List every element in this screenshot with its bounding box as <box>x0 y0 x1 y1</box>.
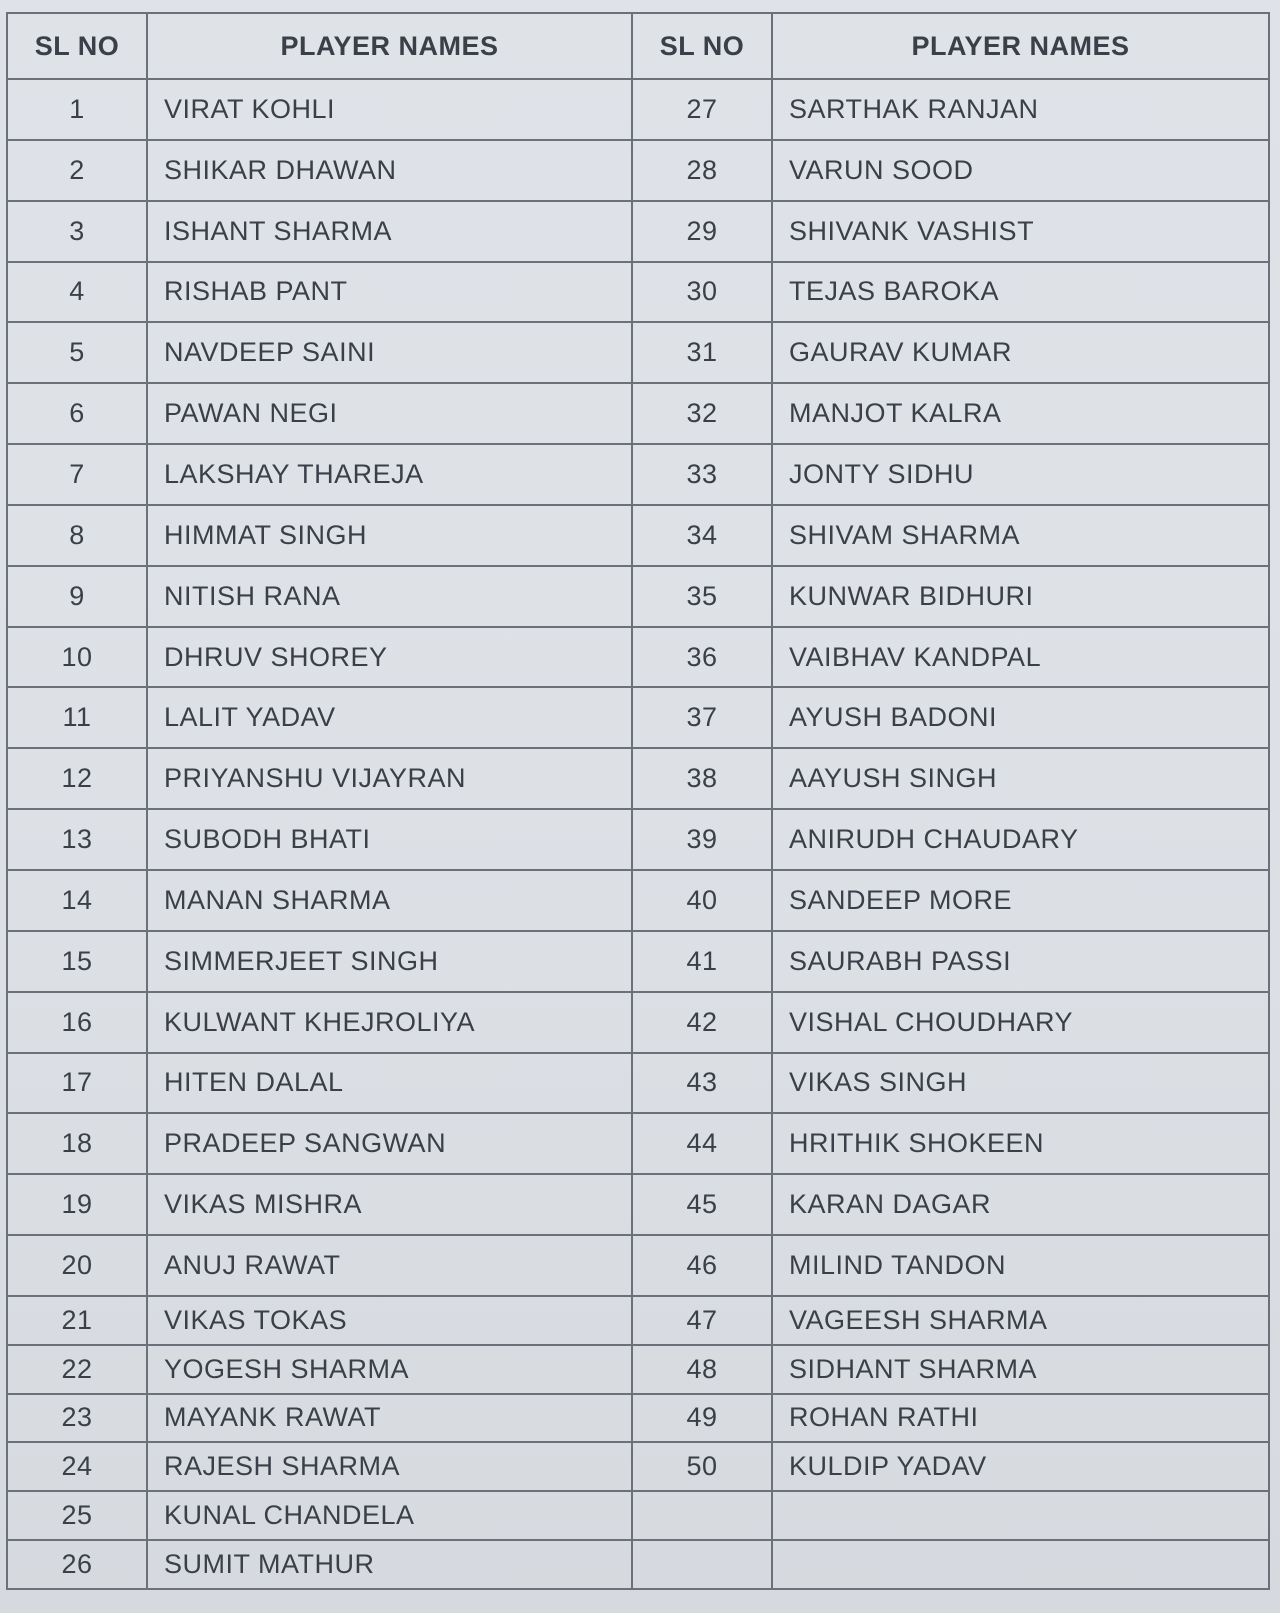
serial-number-cell: 40 <box>632 870 772 931</box>
player-name-cell: SANDEEP MORE <box>772 870 1269 931</box>
table-row <box>7 140 1269 201</box>
serial-number-cell: 3 <box>7 201 147 262</box>
serial-number-cell: 21 <box>7 1296 147 1345</box>
player-name-cell: AYUSH BADONI <box>772 687 1269 748</box>
player-name-cell: NAVDEEP SAINI <box>147 322 632 383</box>
player-roster-table <box>6 12 1270 1590</box>
serial-number-cell: 9 <box>7 566 147 627</box>
serial-number-cell: 49 <box>632 1394 772 1443</box>
player-name-cell: VISHAL CHOUDHARY <box>772 992 1269 1053</box>
serial-number-cell: 32 <box>632 383 772 444</box>
serial-number-cell: 5 <box>7 322 147 383</box>
player-name-cell <box>772 1491 1269 1540</box>
roster-body <box>7 79 1269 1589</box>
table-row <box>7 627 1269 688</box>
player-name-cell: VIKAS TOKAS <box>147 1296 632 1345</box>
sl-no-header: SL NO <box>7 13 147 79</box>
serial-number-cell <box>632 1491 772 1540</box>
serial-number-cell: 16 <box>7 992 147 1053</box>
player-name-cell: DHRUV SHOREY <box>147 627 632 688</box>
player-name-cell: VIKAS MISHRA <box>147 1174 632 1235</box>
serial-number-cell: 7 <box>7 444 147 505</box>
serial-number-cell: 19 <box>7 1174 147 1235</box>
table-row <box>7 870 1269 931</box>
player-name-cell: ANUJ RAWAT <box>147 1235 632 1296</box>
player-name-cell <box>772 1540 1269 1589</box>
player-name-cell: VAGEESH SHARMA <box>772 1296 1269 1345</box>
table-row <box>7 687 1269 748</box>
serial-number-cell: 36 <box>632 627 772 688</box>
serial-number-cell: 13 <box>7 809 147 870</box>
player-name-cell: MANAN SHARMA <box>147 870 632 931</box>
player-name-cell: LALIT YADAV <box>147 687 632 748</box>
table-row <box>7 383 1269 444</box>
player-name-cell: KULDIP YADAV <box>772 1442 1269 1491</box>
table-row <box>7 1345 1269 1394</box>
player-name-cell: MANJOT KALRA <box>772 383 1269 444</box>
serial-number-cell: 34 <box>632 505 772 566</box>
serial-number-cell: 2 <box>7 140 147 201</box>
serial-number-cell: 8 <box>7 505 147 566</box>
serial-number-cell: 37 <box>632 687 772 748</box>
player-name-cell: ROHAN RATHI <box>772 1394 1269 1443</box>
table-row <box>7 444 1269 505</box>
table-row <box>7 1296 1269 1345</box>
serial-number-cell: 15 <box>7 931 147 992</box>
table-row <box>7 992 1269 1053</box>
player-name-cell: PRIYANSHU VIJAYRAN <box>147 748 632 809</box>
serial-number-cell: 42 <box>632 992 772 1053</box>
serial-number-cell: 47 <box>632 1296 772 1345</box>
player-name-cell: MAYANK RAWAT <box>147 1394 632 1443</box>
table-row <box>7 931 1269 992</box>
serial-number-cell: 50 <box>632 1442 772 1491</box>
serial-number-cell: 23 <box>7 1394 147 1443</box>
serial-number-cell: 48 <box>632 1345 772 1394</box>
serial-number-cell: 24 <box>7 1442 147 1491</box>
serial-number-cell: 6 <box>7 383 147 444</box>
serial-number-cell: 4 <box>7 262 147 323</box>
table-row <box>7 201 1269 262</box>
player-name-cell: HRITHIK SHOKEEN <box>772 1113 1269 1174</box>
player-name-cell: MILIND TANDON <box>772 1235 1269 1296</box>
player-name-cell: GAURAV KUMAR <box>772 322 1269 383</box>
player-name-cell: VIKAS SINGH <box>772 1053 1269 1114</box>
serial-number-cell: 12 <box>7 748 147 809</box>
player-name-cell: ISHANT SHARMA <box>147 201 632 262</box>
player-name-cell: AAYUSH SINGH <box>772 748 1269 809</box>
table-row <box>7 262 1269 323</box>
player-name-cell: SUBODH BHATI <box>147 809 632 870</box>
table-row <box>7 79 1269 140</box>
serial-number-cell: 41 <box>632 931 772 992</box>
table-row <box>7 566 1269 627</box>
player-name-cell: VARUN SOOD <box>772 140 1269 201</box>
player-name-cell: NITISH RANA <box>147 566 632 627</box>
serial-number-cell: 17 <box>7 1053 147 1114</box>
player-name-cell: RISHAB PANT <box>147 262 632 323</box>
player-name-cell: SHIVANK VASHIST <box>772 201 1269 262</box>
serial-number-cell: 25 <box>7 1491 147 1540</box>
player-name-cell: PRADEEP SANGWAN <box>147 1113 632 1174</box>
player-name-cell: SIDHANT SHARMA <box>772 1345 1269 1394</box>
player-name-cell: PAWAN NEGI <box>147 383 632 444</box>
table-row <box>7 1442 1269 1491</box>
table-row <box>7 1053 1269 1114</box>
serial-number-cell: 29 <box>632 201 772 262</box>
serial-number-cell: 30 <box>632 262 772 323</box>
table-row <box>7 505 1269 566</box>
player-name-cell: KARAN DAGAR <box>772 1174 1269 1235</box>
player-name-cell: VAIBHAV KANDPAL <box>772 627 1269 688</box>
serial-number-cell: 26 <box>7 1540 147 1589</box>
player-name-cell: RAJESH SHARMA <box>147 1442 632 1491</box>
player-name-cell: JONTY SIDHU <box>772 444 1269 505</box>
player-names-header: PLAYER NAMES <box>772 13 1269 79</box>
player-name-cell: HITEN DALAL <box>147 1053 632 1114</box>
serial-number-cell: 38 <box>632 748 772 809</box>
table-row <box>7 322 1269 383</box>
table-row <box>7 1394 1269 1443</box>
serial-number-cell: 27 <box>632 79 772 140</box>
serial-number-cell: 44 <box>632 1113 772 1174</box>
table-row <box>7 1174 1269 1235</box>
serial-number-cell: 11 <box>7 687 147 748</box>
player-name-cell: TEJAS BAROKA <box>772 262 1269 323</box>
player-names-header: PLAYER NAMES <box>147 13 632 79</box>
table-row <box>7 809 1269 870</box>
serial-number-cell: 35 <box>632 566 772 627</box>
table-row <box>7 1235 1269 1296</box>
serial-number-cell: 1 <box>7 79 147 140</box>
serial-number-cell: 43 <box>632 1053 772 1114</box>
player-name-cell: LAKSHAY THAREJA <box>147 444 632 505</box>
serial-number-cell <box>632 1540 772 1589</box>
player-name-cell: KUNAL CHANDELA <box>147 1491 632 1540</box>
table-row <box>7 1491 1269 1540</box>
player-name-cell: SHIKAR DHAWAN <box>147 140 632 201</box>
serial-number-cell: 46 <box>632 1235 772 1296</box>
player-name-cell: SARTHAK RANJAN <box>772 79 1269 140</box>
player-name-cell: ANIRUDH CHAUDARY <box>772 809 1269 870</box>
serial-number-cell: 39 <box>632 809 772 870</box>
serial-number-cell: 14 <box>7 870 147 931</box>
player-name-cell: YOGESH SHARMA <box>147 1345 632 1394</box>
player-name-cell: SAURABH PASSI <box>772 931 1269 992</box>
sl-no-header: SL NO <box>632 13 772 79</box>
serial-number-cell: 28 <box>632 140 772 201</box>
header-row <box>7 13 1269 79</box>
serial-number-cell: 33 <box>632 444 772 505</box>
player-name-cell: KULWANT KHEJROLIYA <box>147 992 632 1053</box>
player-name-cell: HIMMAT SINGH <box>147 505 632 566</box>
table-row <box>7 1113 1269 1174</box>
player-name-cell: SHIVAM SHARMA <box>772 505 1269 566</box>
table-row <box>7 748 1269 809</box>
player-name-cell: KUNWAR BIDHURI <box>772 566 1269 627</box>
serial-number-cell: 10 <box>7 627 147 688</box>
serial-number-cell: 18 <box>7 1113 147 1174</box>
serial-number-cell: 20 <box>7 1235 147 1296</box>
serial-number-cell: 31 <box>632 322 772 383</box>
player-name-cell: SUMIT MATHUR <box>147 1540 632 1589</box>
serial-number-cell: 22 <box>7 1345 147 1394</box>
player-name-cell: VIRAT KOHLI <box>147 79 632 140</box>
table-row <box>7 1540 1269 1589</box>
player-name-cell: SIMMERJEET SINGH <box>147 931 632 992</box>
serial-number-cell: 45 <box>632 1174 772 1235</box>
